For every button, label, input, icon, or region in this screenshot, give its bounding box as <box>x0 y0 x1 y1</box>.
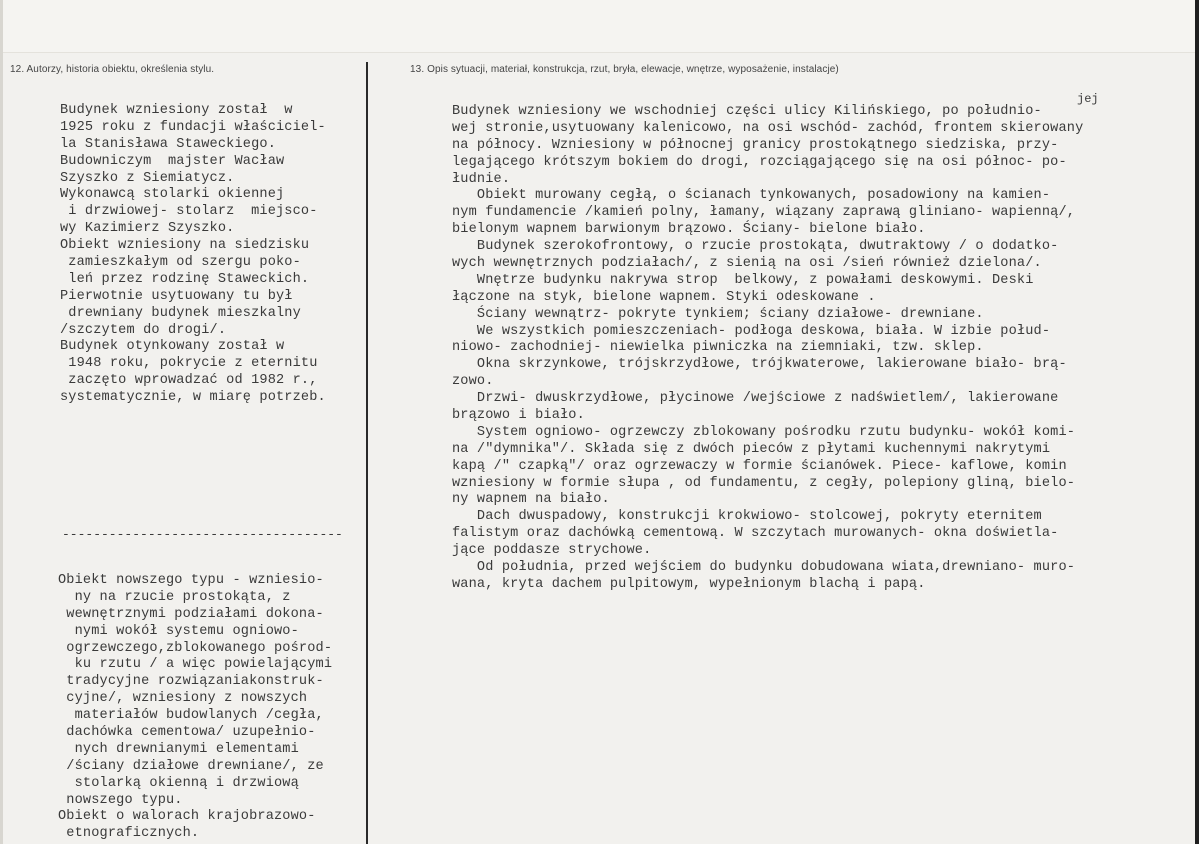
text-line: wzniesiony w formie słupa , od fundamentu, z cegły, polepiony gliną, bielo- <box>452 475 1076 491</box>
text-line: Wykonawcą stolarki okiennej <box>60 187 285 203</box>
text-line: Okna skrzynkowe, trójskrzydłowe, trójkwaterowe, lakierowane biało- brą- <box>452 357 1067 373</box>
text-line: niowo- zachodniej- niewielka piwniczka na ziemniaki, tzw. sklep. <box>452 340 984 356</box>
text-line: wana, kryta dachem pulpitowym, wypełnionym blachą i papą. <box>452 576 926 592</box>
text-line: zamieszkałym od szergu poko- <box>60 255 301 271</box>
history-text-block <box>60 103 326 407</box>
text-line: stolarką okienną i drzwiową <box>58 775 299 791</box>
page-top-margin <box>0 0 1199 53</box>
text-line: etnograficznych. <box>58 826 200 842</box>
text-line: dachówka cementowa/ uzupełnio- <box>58 725 316 741</box>
text-line: ny na rzucie prostokąta, z <box>58 589 291 605</box>
text-line: Budynek szerokofrontowy, o rzucie prostokąta, dwutraktowy / o dodatko- <box>452 239 1059 255</box>
text-line: Wnętrze budynku nakrywa strop belkowy, z powałami deskowymi. Deski <box>452 272 1034 288</box>
page-left-edge <box>0 0 3 844</box>
section-12-header: 12. Autorzy, historia obiektu, określenia stylu. <box>10 64 215 75</box>
text-line: materiałów budowlanych /cegła, <box>58 708 324 724</box>
text-line: Obiekt wzniesiony na siedzisku <box>60 238 310 254</box>
text-line: wej stronie,usytuowany kalenicowo, na osi wschód- zachód, frontem skierowany <box>452 120 1084 136</box>
text-line: ogrzewczego,zblokowanego pośrod- <box>58 640 333 656</box>
text-line: Szyszko z Siemiatycz. <box>60 170 235 186</box>
handwritten-insertion: jej <box>1077 92 1099 106</box>
text-line: systematycznie, w miarę potrzeb. <box>60 390 326 406</box>
text-line: We wszystkich pomieszczeniach- podłoga deskowa, biała. W izbie połud- <box>452 323 1051 339</box>
text-line: Od południa, przed wejściem do budynku dobudowana wiata,drewniano- muro- <box>452 560 1076 576</box>
text-line: falistym oraz dachówką cementową. W szczytach murowanych- okna doświetla- <box>452 526 1059 542</box>
text-line: łączone na styk, bielone wapnem. Styki odeskowane . <box>452 289 876 305</box>
text-line: Obiekt o walorach krajobrazowo- <box>58 809 316 825</box>
text-line: kapą /" czapką"/ oraz ogrzewaczy w formie ścianówek. Piece- kaflowe, komin <box>452 458 1067 474</box>
text-line: drewniany budynek mieszkalny <box>60 305 301 321</box>
text-line: legającego krótszym bokiem do drogi, rozciągającego się na osi północ- po- <box>452 154 1067 170</box>
text-line: Ściany wewnątrz- pokryte tynkiem; ściany działowe- drewniane. <box>452 306 984 322</box>
text-line: nych drewnianymi elementami <box>58 741 299 757</box>
text-line: Budynek otynkowany został w <box>60 339 285 355</box>
text-line: bielonym wapnem barwionym brązowo. Ściany- bielone biało. <box>452 222 926 238</box>
text-line: Budowniczym majster Wacław <box>60 153 285 169</box>
text-line: leń przez rodzinę Staweckich. <box>60 271 310 287</box>
text-line: /szczytem do drogi/. <box>60 322 227 338</box>
text-line: nym fundamencie /kamień polny, łamany, wiązany zaprawą gliniano- wapienną/, <box>452 205 1076 221</box>
text-line: tradycyjne rozwiązaniakonstruk- <box>58 674 324 690</box>
text-line: la Stanisława Staweckiego. <box>60 136 276 152</box>
text-line: zowo. <box>452 374 494 390</box>
text-line: 1948 roku, pokrycie z eternitu <box>60 356 318 372</box>
text-line: zaczęto wprowadzać od 1982 r., <box>60 373 318 389</box>
text-line: jące poddasze strychowe. <box>452 543 652 559</box>
style-text-block <box>58 573 332 843</box>
text-line: nymi wokół systemu ogniowo- <box>58 623 299 639</box>
description-text-block <box>452 104 1083 594</box>
text-line: Obiekt nowszego typu - wzniesio- <box>58 573 324 588</box>
section-13-header: 13. Opis sytuacji, materiał, konstrukcja, rzut, bryła, elewacje, wnętrze, wyposażenie, instalacje) <box>410 64 839 75</box>
text-line: łudnie. <box>452 171 511 187</box>
text-line: wych wewnętrznych podziałach/, z sienią na osi /sień również dzielona/. <box>452 256 1042 272</box>
text-line: Drzwi- dwuskrzydłowe, płycinowe /wejściowe z nadświetlem/, lakierowane <box>452 391 1059 407</box>
text-line: ku rzutu / a więc powielającymi <box>58 657 333 673</box>
text-line: Budynek wzniesiony we wschodniej części ulicy Kilińskiego, po południo- <box>452 104 1042 119</box>
column-divider <box>366 62 368 844</box>
text-line: System ogniowo- ogrzewczy zblokowany pośrodku rzutu budynku- wokół komi- <box>452 424 1076 440</box>
text-line: Pierwotnie usytuowany tu był <box>60 288 293 304</box>
text-line: i drzwiowej- stolarz miejsco- <box>60 204 318 220</box>
text-line: brązowo i biało. <box>452 408 585 424</box>
text-line: Dach dwuspadowy, konstrukcji krokwiowo- stolcowej, pokryty eternitem <box>452 509 1042 525</box>
text-line: Budynek wzniesiony został w <box>60 103 293 118</box>
text-line: na /"dymnika"/. Składa się z dwóch pieców z płytami kuchennymi nakrytymi <box>452 441 1051 457</box>
text-line: nowszego typu. <box>58 792 183 808</box>
text-line: /ściany działowe drewniane/, ze <box>58 758 324 774</box>
text-line: na północy. Wzniesiony w północnej granicy prostokątnego siedziska, przy- <box>452 137 1059 153</box>
text-line: 1925 roku z fundacji właściciel- <box>60 119 326 135</box>
text-line: Obiekt murowany cegłą, o ścianach tynkowanych, posadowiony na kamien- <box>452 188 1051 204</box>
text-line: wewnętrznymi podziałami dokona- <box>58 606 324 622</box>
text-line: cyjne/, wzniesiony z nowszych <box>58 691 308 707</box>
dashed-separator: ------------------------------------ <box>62 527 343 542</box>
text-line: wy Kazimierz Szyszko. <box>60 221 235 237</box>
page-right-edge <box>1195 0 1199 844</box>
text-line: ny wapnem na biało. <box>452 492 610 508</box>
